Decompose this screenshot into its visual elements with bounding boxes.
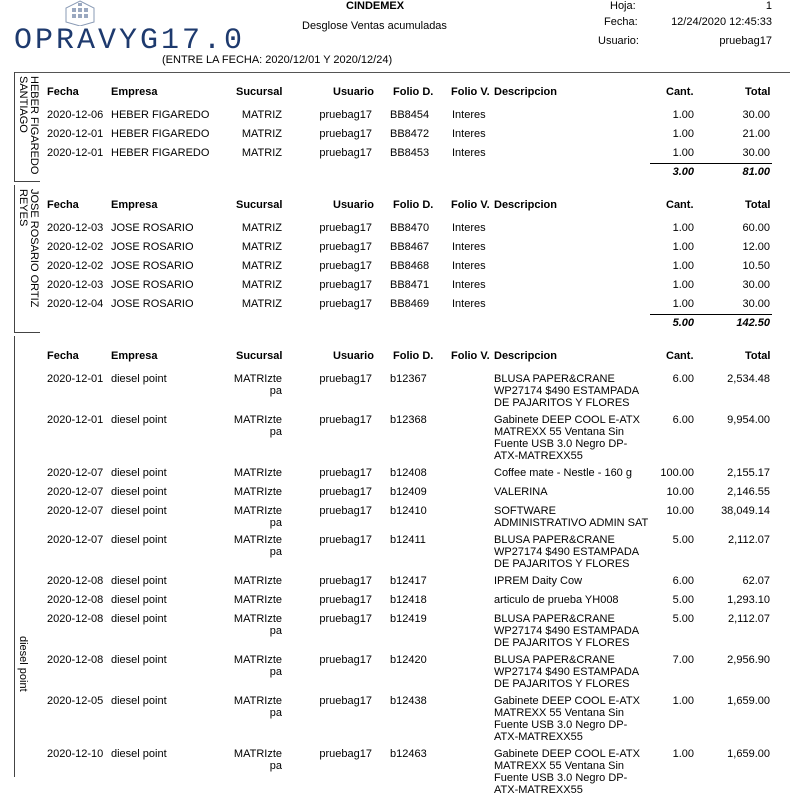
cell-cant: 5.00: [672, 534, 694, 546]
page-label: Hoja:: [610, 0, 636, 12]
cell-usuario: pruebag17: [319, 147, 372, 159]
cell-usuario: pruebag17: [319, 222, 372, 234]
cell-empresa: diesel point: [111, 373, 167, 385]
cell-usuario: pruebag17: [319, 654, 372, 666]
cell-sucursal: MATRIzte: [233, 575, 282, 587]
cell-sucursal: MATRIzte: [233, 486, 282, 498]
date-value: 12/24/2020 12:45:33: [671, 16, 772, 28]
column-header-folio-d: Folio D.: [393, 350, 434, 362]
cell-empresa: diesel point: [111, 505, 167, 517]
cell-cant: 5.00: [672, 594, 694, 606]
cell-sucursal: MATRIzte: [233, 594, 282, 606]
cell-cant: 1.00: [672, 279, 694, 291]
cell-fecha: 2020-12-08: [47, 654, 104, 666]
cell-descripcion: BLUSA PAPER&CRANE WP27174 $490 ESTAMPADA DE PAJARITOS Y FLORES: [494, 613, 640, 649]
cell-descripcion: Coffee mate - Nestle - 160 g: [494, 467, 632, 479]
cell-descripcion: BLUSA PAPER&CRANE WP27174 $490 ESTAMPADA DE PAJARITOS Y FLORES: [494, 534, 640, 570]
cell-empresa: diesel point: [111, 695, 167, 707]
subtotal-total: 142.50: [736, 317, 770, 329]
cell-sucursal: MATRIzte pa: [233, 654, 282, 678]
cell-folio-d: b12463: [390, 748, 427, 760]
cell-sucursal: MATRIZ: [241, 260, 282, 272]
cell-cant: 1.00: [672, 241, 694, 253]
cell-cant: 10.00: [666, 486, 694, 498]
report-title: Desglose Ventas acumuladas: [302, 20, 447, 32]
cell-descripcion: BLUSA PAPER&CRANE WP27174 $490 ESTAMPADA DE PAJARITOS Y FLORES: [494, 654, 640, 690]
page-value: 1: [765, 0, 772, 12]
column-header-sucursal: Sucursal: [236, 199, 283, 211]
cell-cant: 7.00: [672, 654, 694, 666]
cell-fecha: 2020-12-07: [47, 505, 104, 517]
column-header-folio-v: Folio V.: [451, 199, 490, 211]
cell-total: 30.00: [742, 279, 770, 291]
cell-descripcion: Gabinete DEEP COOL E-ATX MATREXX 55 Ventana Sin Fuente USB 3.0 Negro DP- ATX-MATREXX55: [494, 695, 640, 743]
cell-usuario: pruebag17: [319, 695, 372, 707]
cell-fecha: 2020-12-01: [47, 414, 104, 426]
cell-total: 62.07: [742, 575, 770, 587]
cell-cant: 6.00: [672, 575, 694, 587]
cell-empresa: diesel point: [111, 654, 167, 666]
cell-total: 38,049.14: [721, 505, 770, 517]
cell-cant: 1.00: [672, 147, 694, 159]
cell-folio-v: Interes: [452, 279, 486, 291]
cube-logo-icon: [62, 0, 98, 26]
subtotal-divider: [650, 314, 772, 315]
group-separator: [14, 181, 40, 182]
cell-folio-d: BB8470: [390, 222, 430, 234]
cell-empresa: diesel point: [111, 613, 167, 625]
cell-folio-v: Interes: [452, 147, 486, 159]
cell-usuario: pruebag17: [319, 241, 372, 253]
cell-empresa: JOSE ROSARIO: [111, 241, 194, 253]
cell-sucursal: MATRIZ: [241, 128, 282, 140]
column-header-descripcion: Descripcion: [494, 86, 557, 98]
cell-folio-v: Interes: [452, 128, 486, 140]
group-side-label: [14, 336, 41, 777]
cell-folio-d: BB8467: [390, 241, 430, 253]
cell-fecha: 2020-12-02: [47, 260, 104, 272]
column-header-fecha: Fecha: [47, 86, 79, 98]
cell-descripcion: Gabinete DEEP COOL E-ATX MATREXX 55 Ventana Sin Fuente USB 3.0 Negro DP- ATX-MATREXX55: [494, 748, 640, 796]
cell-total: 2,112.07: [727, 534, 770, 546]
cell-total: 2,112.07: [727, 613, 770, 625]
subtotal-divider: [650, 163, 772, 164]
cell-empresa: JOSE ROSARIO: [111, 298, 194, 310]
cell-folio-d: b12419: [390, 613, 427, 625]
cell-cant: 1.00: [672, 298, 694, 310]
group-name: JOSE ROSARIO ORTIZ REYES: [17, 189, 40, 308]
cell-sucursal: MATRIZ: [241, 241, 282, 253]
cell-usuario: pruebag17: [319, 486, 372, 498]
cell-empresa: HEBER FIGAREDO: [111, 147, 210, 159]
cell-total: 2,146.55: [727, 486, 770, 498]
cell-usuario: pruebag17: [319, 467, 372, 479]
cell-empresa: HEBER FIGAREDO: [111, 109, 210, 121]
cell-descripcion: IPREM Daity Cow: [494, 575, 583, 587]
cell-total: 2,155.17: [727, 467, 770, 479]
cell-folio-d: BB8468: [390, 260, 430, 272]
date-range: (ENTRE LA FECHA: 2020/12/01 Y 2020/12/24): [162, 54, 393, 66]
column-header-folio-v: Folio V.: [451, 350, 490, 362]
column-header-cant: Cant.: [666, 86, 694, 98]
cell-usuario: pruebag17: [319, 594, 372, 606]
subtotal-cant: 3.00: [672, 166, 694, 178]
cell-sucursal: MATRIZ: [241, 147, 282, 159]
cell-cant: 1.00: [672, 748, 694, 760]
cell-usuario: pruebag17: [319, 373, 372, 385]
cell-fecha: 2020-12-07: [47, 534, 104, 546]
cell-fecha: 2020-12-07: [47, 486, 104, 498]
column-header-usuario: Usuario: [333, 86, 374, 98]
cell-total: 60.00: [742, 222, 770, 234]
column-header-usuario: Usuario: [333, 350, 374, 362]
cell-fecha: 2020-12-01: [47, 373, 104, 385]
group-name: HEBER FIGAREDO SANTIAGO: [17, 76, 40, 175]
cell-empresa: diesel point: [111, 534, 167, 546]
cell-folio-d: b12367: [390, 373, 427, 385]
cell-folio-d: b12408: [390, 467, 427, 479]
cell-sucursal: MATRIzte pa: [233, 373, 282, 397]
subtotal-cant: 5.00: [672, 317, 694, 329]
cell-fecha: 2020-12-01: [47, 147, 104, 159]
cell-sucursal: MATRIzte pa: [233, 505, 282, 529]
column-header-usuario: Usuario: [333, 199, 374, 211]
cell-fecha: 2020-12-03: [47, 222, 104, 234]
column-header-sucursal: Sucursal: [236, 86, 283, 98]
cell-fecha: 2020-12-07: [47, 467, 104, 479]
cell-sucursal: MATRIzte pa: [233, 414, 282, 438]
cell-empresa: HEBER FIGAREDO: [111, 128, 210, 140]
cell-cant: 10.00: [666, 505, 694, 517]
cell-folio-d: b12417: [390, 575, 427, 587]
user-value: pruebag17: [719, 35, 772, 47]
cell-empresa: diesel point: [111, 575, 167, 587]
cell-total: 30.00: [742, 109, 770, 121]
cell-sucursal: MATRIZ: [241, 222, 282, 234]
cell-folio-d: b12368: [390, 414, 427, 426]
logo-text: OPRAVYG17.0: [14, 24, 246, 58]
column-header-empresa: Empresa: [111, 199, 158, 211]
cell-cant: 6.00: [672, 373, 694, 385]
cell-total: 30.00: [742, 298, 770, 310]
cell-folio-d: b12420: [390, 654, 427, 666]
cell-descripcion: VALERINA: [494, 486, 548, 498]
cell-fecha: 2020-12-08: [47, 575, 104, 587]
cell-usuario: pruebag17: [319, 613, 372, 625]
cell-total: 9,954.00: [727, 414, 770, 426]
cell-descripcion: SOFTWARE ADMINISTRATIVO ADMIN SAT: [494, 505, 649, 529]
cell-sucursal: MATRIZ: [241, 109, 282, 121]
cell-folio-v: Interes: [452, 222, 486, 234]
cell-cant: 5.00: [672, 613, 694, 625]
cell-cant: 100.00: [660, 467, 694, 479]
cell-fecha: 2020-12-06: [47, 109, 104, 121]
cell-fecha: 2020-12-01: [47, 128, 104, 140]
subtotal-total: 81.00: [742, 166, 770, 178]
cell-fecha: 2020-12-02: [47, 241, 104, 253]
column-header-total: Total: [745, 86, 771, 98]
column-header-descripcion: Descripcion: [494, 199, 557, 211]
cell-folio-v: Interes: [452, 260, 486, 272]
column-header-folio-d: Folio D.: [393, 86, 434, 98]
cell-cant: 1.00: [672, 222, 694, 234]
cell-cant: 1.00: [672, 695, 694, 707]
cell-folio-d: BB8454: [390, 109, 430, 121]
cell-folio-v: Interes: [452, 241, 486, 253]
cell-sucursal: MATRIzte pa: [233, 695, 282, 719]
cell-sucursal: MATRIZ: [241, 298, 282, 310]
column-header-empresa: Empresa: [111, 350, 158, 362]
report-header: [0, 0, 806, 70]
cell-descripcion: Gabinete DEEP COOL E-ATX MATREXX 55 Ventana Sin Fuente USB 3.0 Negro DP- ATX-MATREXX55: [494, 414, 640, 462]
column-header-total: Total: [745, 199, 771, 211]
cell-total: 1,659.00: [727, 748, 770, 760]
cell-folio-d: b12438: [390, 695, 427, 707]
column-header-sucursal: Sucursal: [236, 350, 283, 362]
cell-folio-d: BB8469: [390, 298, 430, 310]
cell-sucursal: MATRIzte pa: [233, 534, 282, 558]
cell-empresa: JOSE ROSARIO: [111, 279, 194, 291]
cell-folio-d: BB8453: [390, 147, 430, 159]
cell-cant: 1.00: [672, 128, 694, 140]
date-label: Fecha:: [604, 16, 638, 28]
cell-usuario: pruebag17: [319, 128, 372, 140]
column-header-folio-d: Folio D.: [393, 199, 434, 211]
group-side-label: [14, 72, 41, 181]
column-header-folio-v: Folio V.: [451, 86, 490, 98]
column-header-cant: Cant.: [666, 350, 694, 362]
column-header-fecha: Fecha: [47, 199, 79, 211]
user-label: Usuario:: [598, 35, 639, 47]
cell-folio-d: BB8472: [390, 128, 430, 140]
cell-usuario: pruebag17: [319, 414, 372, 426]
company-name: CINDEMEX: [346, 0, 405, 12]
cell-folio-d: BB8471: [390, 279, 430, 291]
cell-usuario: pruebag17: [319, 534, 372, 546]
cell-folio-d: b12409: [390, 486, 427, 498]
cell-descripcion: BLUSA PAPER&CRANE WP27174 $490 ESTAMPADA DE PAJARITOS Y FLORES: [494, 373, 640, 409]
cell-folio-d: b12410: [390, 505, 427, 517]
cell-fecha: 2020-12-10: [47, 748, 104, 760]
column-header-empresa: Empresa: [111, 86, 158, 98]
cell-sucursal: MATRIzte: [233, 467, 282, 479]
cell-empresa: JOSE ROSARIO: [111, 260, 194, 272]
cell-descripcion: articulo de prueba YH008: [494, 594, 619, 606]
cell-usuario: pruebag17: [319, 575, 372, 587]
group-separator: [14, 332, 40, 333]
cell-folio-d: b12418: [390, 594, 427, 606]
cell-empresa: diesel point: [111, 414, 167, 426]
column-header-fecha: Fecha: [47, 350, 79, 362]
cell-cant: 6.00: [672, 414, 694, 426]
cell-empresa: JOSE ROSARIO: [111, 222, 194, 234]
cell-total: 30.00: [742, 147, 770, 159]
group-side-label: [14, 185, 41, 332]
cell-total: 21.00: [742, 128, 770, 140]
cell-cant: 1.00: [672, 109, 694, 121]
cell-folio-v: Interes: [452, 298, 486, 310]
header-divider: [14, 72, 790, 73]
cell-total: 12.00: [742, 241, 770, 253]
column-header-total: Total: [745, 350, 771, 362]
cell-cant: 1.00: [672, 260, 694, 272]
cell-folio-d: b12411: [390, 534, 426, 546]
cell-fecha: 2020-12-04: [47, 298, 104, 310]
cell-usuario: pruebag17: [319, 260, 372, 272]
cell-total: 1,659.00: [727, 695, 770, 707]
cell-empresa: diesel point: [111, 467, 167, 479]
cell-usuario: pruebag17: [319, 748, 372, 760]
cell-total: 2,534.48: [727, 373, 770, 385]
cell-sucursal: MATRIzte pa: [233, 748, 282, 772]
cell-total: 2,956.90: [727, 654, 770, 666]
cell-folio-v: Interes: [452, 109, 486, 121]
cell-usuario: pruebag17: [319, 279, 372, 291]
cell-total: 10.50: [742, 260, 770, 272]
cell-sucursal: MATRIZ: [241, 279, 282, 291]
column-header-descripcion: Descripcion: [494, 350, 557, 362]
cell-sucursal: MATRIzte pa: [233, 613, 282, 637]
cell-fecha: 2020-12-08: [47, 613, 104, 625]
cell-fecha: 2020-12-05: [47, 695, 104, 707]
cell-total: 1,293.10: [727, 594, 770, 606]
cell-fecha: 2020-12-03: [47, 279, 104, 291]
group-name: diesel point: [17, 636, 29, 692]
cell-usuario: pruebag17: [319, 109, 372, 121]
cell-usuario: pruebag17: [319, 298, 372, 310]
cell-empresa: diesel point: [111, 594, 167, 606]
column-header-cant: Cant.: [666, 199, 694, 211]
cell-fecha: 2020-12-08: [47, 594, 104, 606]
cell-empresa: diesel point: [111, 486, 167, 498]
cell-usuario: pruebag17: [319, 505, 372, 517]
cell-empresa: diesel point: [111, 748, 167, 760]
